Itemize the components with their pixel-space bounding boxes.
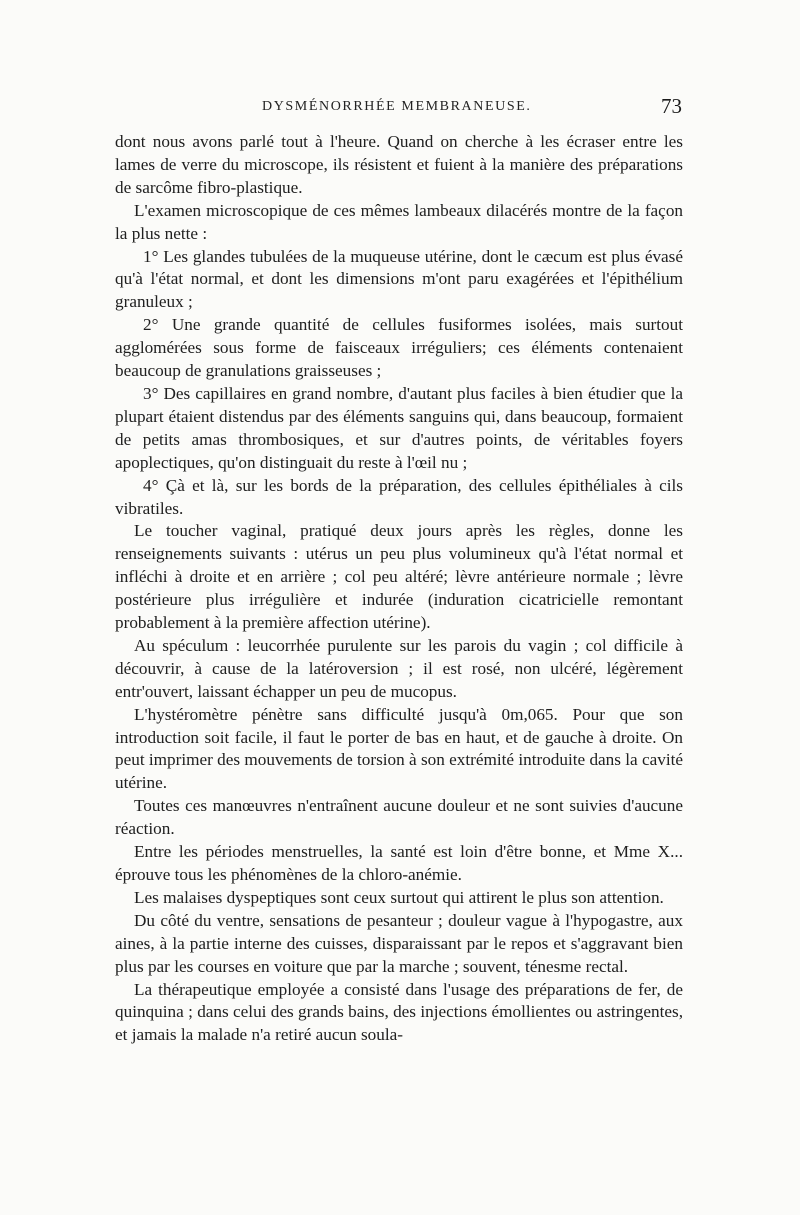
paragraph-speculum: Au spéculum : leucorrhée purulente sur les parois du vagin ; col difficile à découvrir, à cause de la latéroversion ; il est rosé, non ulcéré, légèrement entr'ouvert, laissant échapper un peu de mucopus. [115,635,683,701]
paragraph-periodes: Entre les périodes menstruelles, la santé est loin d'être bonne, et Mme X... éprouve tous les phénomènes de la chloro-anémie. [115,842,683,884]
running-head: DYSMÉNORRHÉE MEMBRANEUSE. [262,99,532,114]
body-text [115,131,683,1047]
list-item-1: 1° Les glandes tubulées de la muqueuse utérine, dont le cæcum est plus évasé qu'à l'état normal, et dont les dimensions m'ont paru exagérées et l'épithélium granuleux ; [115,246,683,312]
paragraph-manoeuvres: Toutes ces manœuvres n'entraînent aucune douleur et ne sont suivies d'aucune réaction. [115,796,683,839]
paragraph-toucher: Le toucher vaginal, pratiqué deux jours après les règles, donne les renseignements suivants : utérus un peu plus volumineux qu'à l'état normal et infléchi à droite et en arrière ; col peu altéré; lèvre antérieure normale ; lèvre postérieure plus irrégulière et indurée (induration cicatricielle remontant probablement à la première affection utérine). [115,521,683,633]
paragraph-examen: L'examen microscopique de ces mêmes lambeaux dilacérés montre de la façon la plus nette : [115,200,683,243]
page-header [112,94,682,125]
paragraph-hysterometre: L'hystéromètre pénètre sans difficulté jusqu'à 0m,065. Pour que son introduction soit facile, il faut le porter de bas en haut, et de gauche à droite. On peut imprimer des mouvements de torsion à son extrémité introduite dans la cavité utérine. [115,704,683,793]
paragraph-therapeutique: La thérapeutique employée a consisté dans l'usage des préparations de fer, de quinquina ; dans celui des grands bains, des injections émollientes ou astringentes, et jamais la malade n'a retiré aucun soula- [115,979,683,1045]
page-number: 73 [661,94,682,118]
paragraph-ventre: Du côté du ventre, sensations de pesanteur ; douleur vague à l'hypogastre, aux aines, à la partie interne des cuisses, disparaissant par le repos et s'aggravant bien plus par les courses en voiture que par la marche ; souvent, ténesme rectal. [115,910,683,976]
paragraph-continuation: dont nous avons parlé tout à l'heure. Quand on cherche à les écraser entre les lames de verre du microscope, ils résistent et fuient à la manière des préparations de sarcôme fibro-plastique. [115,132,683,197]
paragraph-malaises: Les malaises dyspeptiques sont ceux surtout qui attirent le plus son attention. [134,887,664,907]
list-item-4: 4° Çà et là, sur les bords de la préparation, des cellules épithéliales à cils vibratiles. [115,475,683,518]
list-item-2: 2° Une grande quantité de cellules fusiformes isolées, mais surtout agglomérées sous forme de faisceaux irréguliers; ces éléments contenaient beaucoup de granulations graisseuses ; [115,315,683,381]
list-item-3: 3° Des capillaires en grand nombre, d'autant plus faciles à bien étudier que la plupart étaient distendus par des éléments sanguins qui, dans beaucoup, formaient de petits amas thrombosiques, et sur d'autres points, de véritables foyers apoplectiques, qu'on distinguait du reste à l'œil nu ; [115,383,683,472]
